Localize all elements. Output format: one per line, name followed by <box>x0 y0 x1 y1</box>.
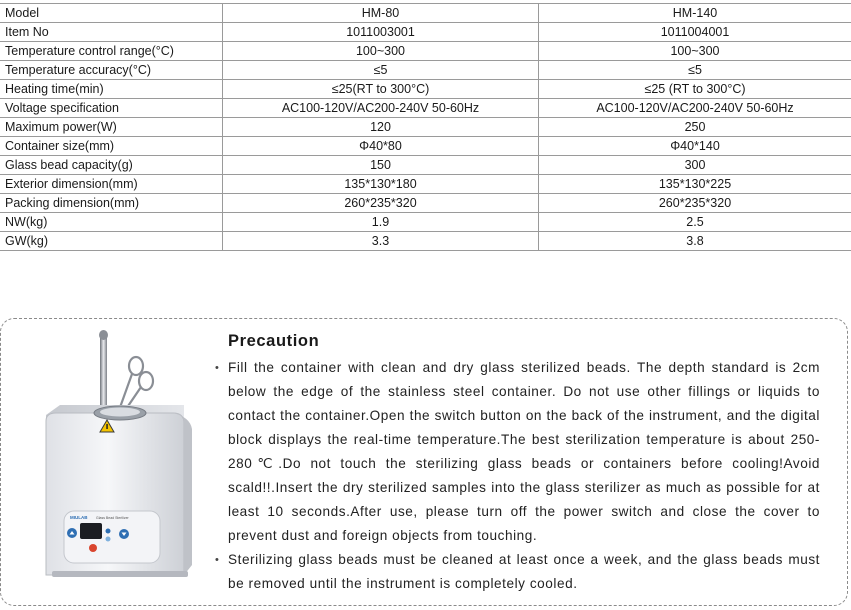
precaution-title: Precaution <box>228 332 320 350</box>
brand-logo-text: MIULAB <box>70 515 88 520</box>
hm140-value: 260*235*320 <box>539 194 851 213</box>
table-row <box>0 80 851 99</box>
hm80-value: 3.3 <box>223 232 539 251</box>
hm80-value: 260*235*320 <box>223 194 539 213</box>
glass-bead-sterilizer-image <box>38 325 198 590</box>
precaution-content <box>214 330 820 596</box>
bullet-icon: • <box>215 362 219 374</box>
hm80-value: 135*130*180 <box>223 175 539 194</box>
table-row <box>0 42 851 61</box>
table-row <box>0 232 851 251</box>
precaution-text: Sterilizing glass beads must be cleaned at least once a week, and the glass beads must be removed until the instrument is completely cooled. <box>228 552 820 591</box>
hm140-value: ≤25 (RT to 300°C) <box>539 80 851 99</box>
precaution-text: Fill the container with clean and dry glass sterilized beads. The depth standard is 2cm below the edge of the stainless steel container. Do not use other fillings or liquids to contact the container.Open the switch button on the back of the instrument, and the digital block displays the real-time temperature.The best sterilization temperature is about 250-280℃.Do not touch the sterilizing glass beads or containers before cooling!Avoid scald!!.Insert the dry sterilized samples into the glass sterilizer as much as possible for at least 10 seconds.After use, please turn off the power switch and close the cover to prevent dust and foreign objects from touching. <box>228 360 820 543</box>
table-row <box>0 118 851 137</box>
hm80-value: 1.9 <box>223 213 539 232</box>
table-row <box>0 175 851 194</box>
table-row <box>0 99 851 118</box>
spec-table <box>0 3 851 251</box>
panel-label: Glass Bead Sterilizer <box>96 516 129 520</box>
table-row <box>0 4 851 23</box>
table-row <box>0 194 851 213</box>
hm140-value: Φ40*140 <box>539 137 851 156</box>
list-item <box>214 356 820 548</box>
row-label: Maximum power(W) <box>0 118 223 137</box>
table-row <box>0 156 851 175</box>
indicator-light <box>106 529 111 534</box>
hm140-value: 250 <box>539 118 851 137</box>
bullet-icon: • <box>215 554 219 566</box>
hm140-value: HM-140 <box>539 4 851 23</box>
hm140-value: AC100-120V/AC200-240V 50-60Hz <box>539 99 851 118</box>
spec-table-body <box>0 4 851 251</box>
hm80-value: 1011003001 <box>223 23 539 42</box>
hm140-value: 100~300 <box>539 42 851 61</box>
hm80-value: 100~300 <box>223 42 539 61</box>
row-label: Container size(mm) <box>0 137 223 156</box>
table-row <box>0 61 851 80</box>
hm140-value: ≤5 <box>539 61 851 80</box>
row-label: Packing dimension(mm) <box>0 194 223 213</box>
hm140-value: 2.5 <box>539 213 851 232</box>
table-row <box>0 23 851 42</box>
hm80-value: ≤25(RT to 300°C) <box>223 80 539 99</box>
hm80-value: Φ40*80 <box>223 137 539 156</box>
hm140-value: 135*130*225 <box>539 175 851 194</box>
forceps-icon <box>99 330 108 411</box>
row-label: Exterior dimension(mm) <box>0 175 223 194</box>
table-row <box>0 213 851 232</box>
row-label: GW(kg) <box>0 232 223 251</box>
list-item <box>214 548 820 596</box>
row-label: Voltage specification <box>0 99 223 118</box>
row-label: NW(kg) <box>0 213 223 232</box>
hm80-value: 120 <box>223 118 539 137</box>
row-label: Glass bead capacity(g) <box>0 156 223 175</box>
hm80-value: AC100-120V/AC200-240V 50-60Hz <box>223 99 539 118</box>
row-label: Heating time(min) <box>0 80 223 99</box>
row-label: Temperature control range(°C) <box>0 42 223 61</box>
precaution-list <box>214 356 820 596</box>
hm80-value: ≤5 <box>223 61 539 80</box>
hm140-value: 300 <box>539 156 851 175</box>
row-label: Item No <box>0 23 223 42</box>
row-label: Temperature accuracy(°C) <box>0 61 223 80</box>
hm140-value: 1011004001 <box>539 23 851 42</box>
hm80-value: HM-80 <box>223 4 539 23</box>
power-button[interactable] <box>89 544 97 552</box>
row-label: Model <box>0 4 223 23</box>
hm140-value: 3.8 <box>539 232 851 251</box>
temperature-display <box>80 523 102 539</box>
table-row <box>0 137 851 156</box>
hm80-value: 150 <box>223 156 539 175</box>
